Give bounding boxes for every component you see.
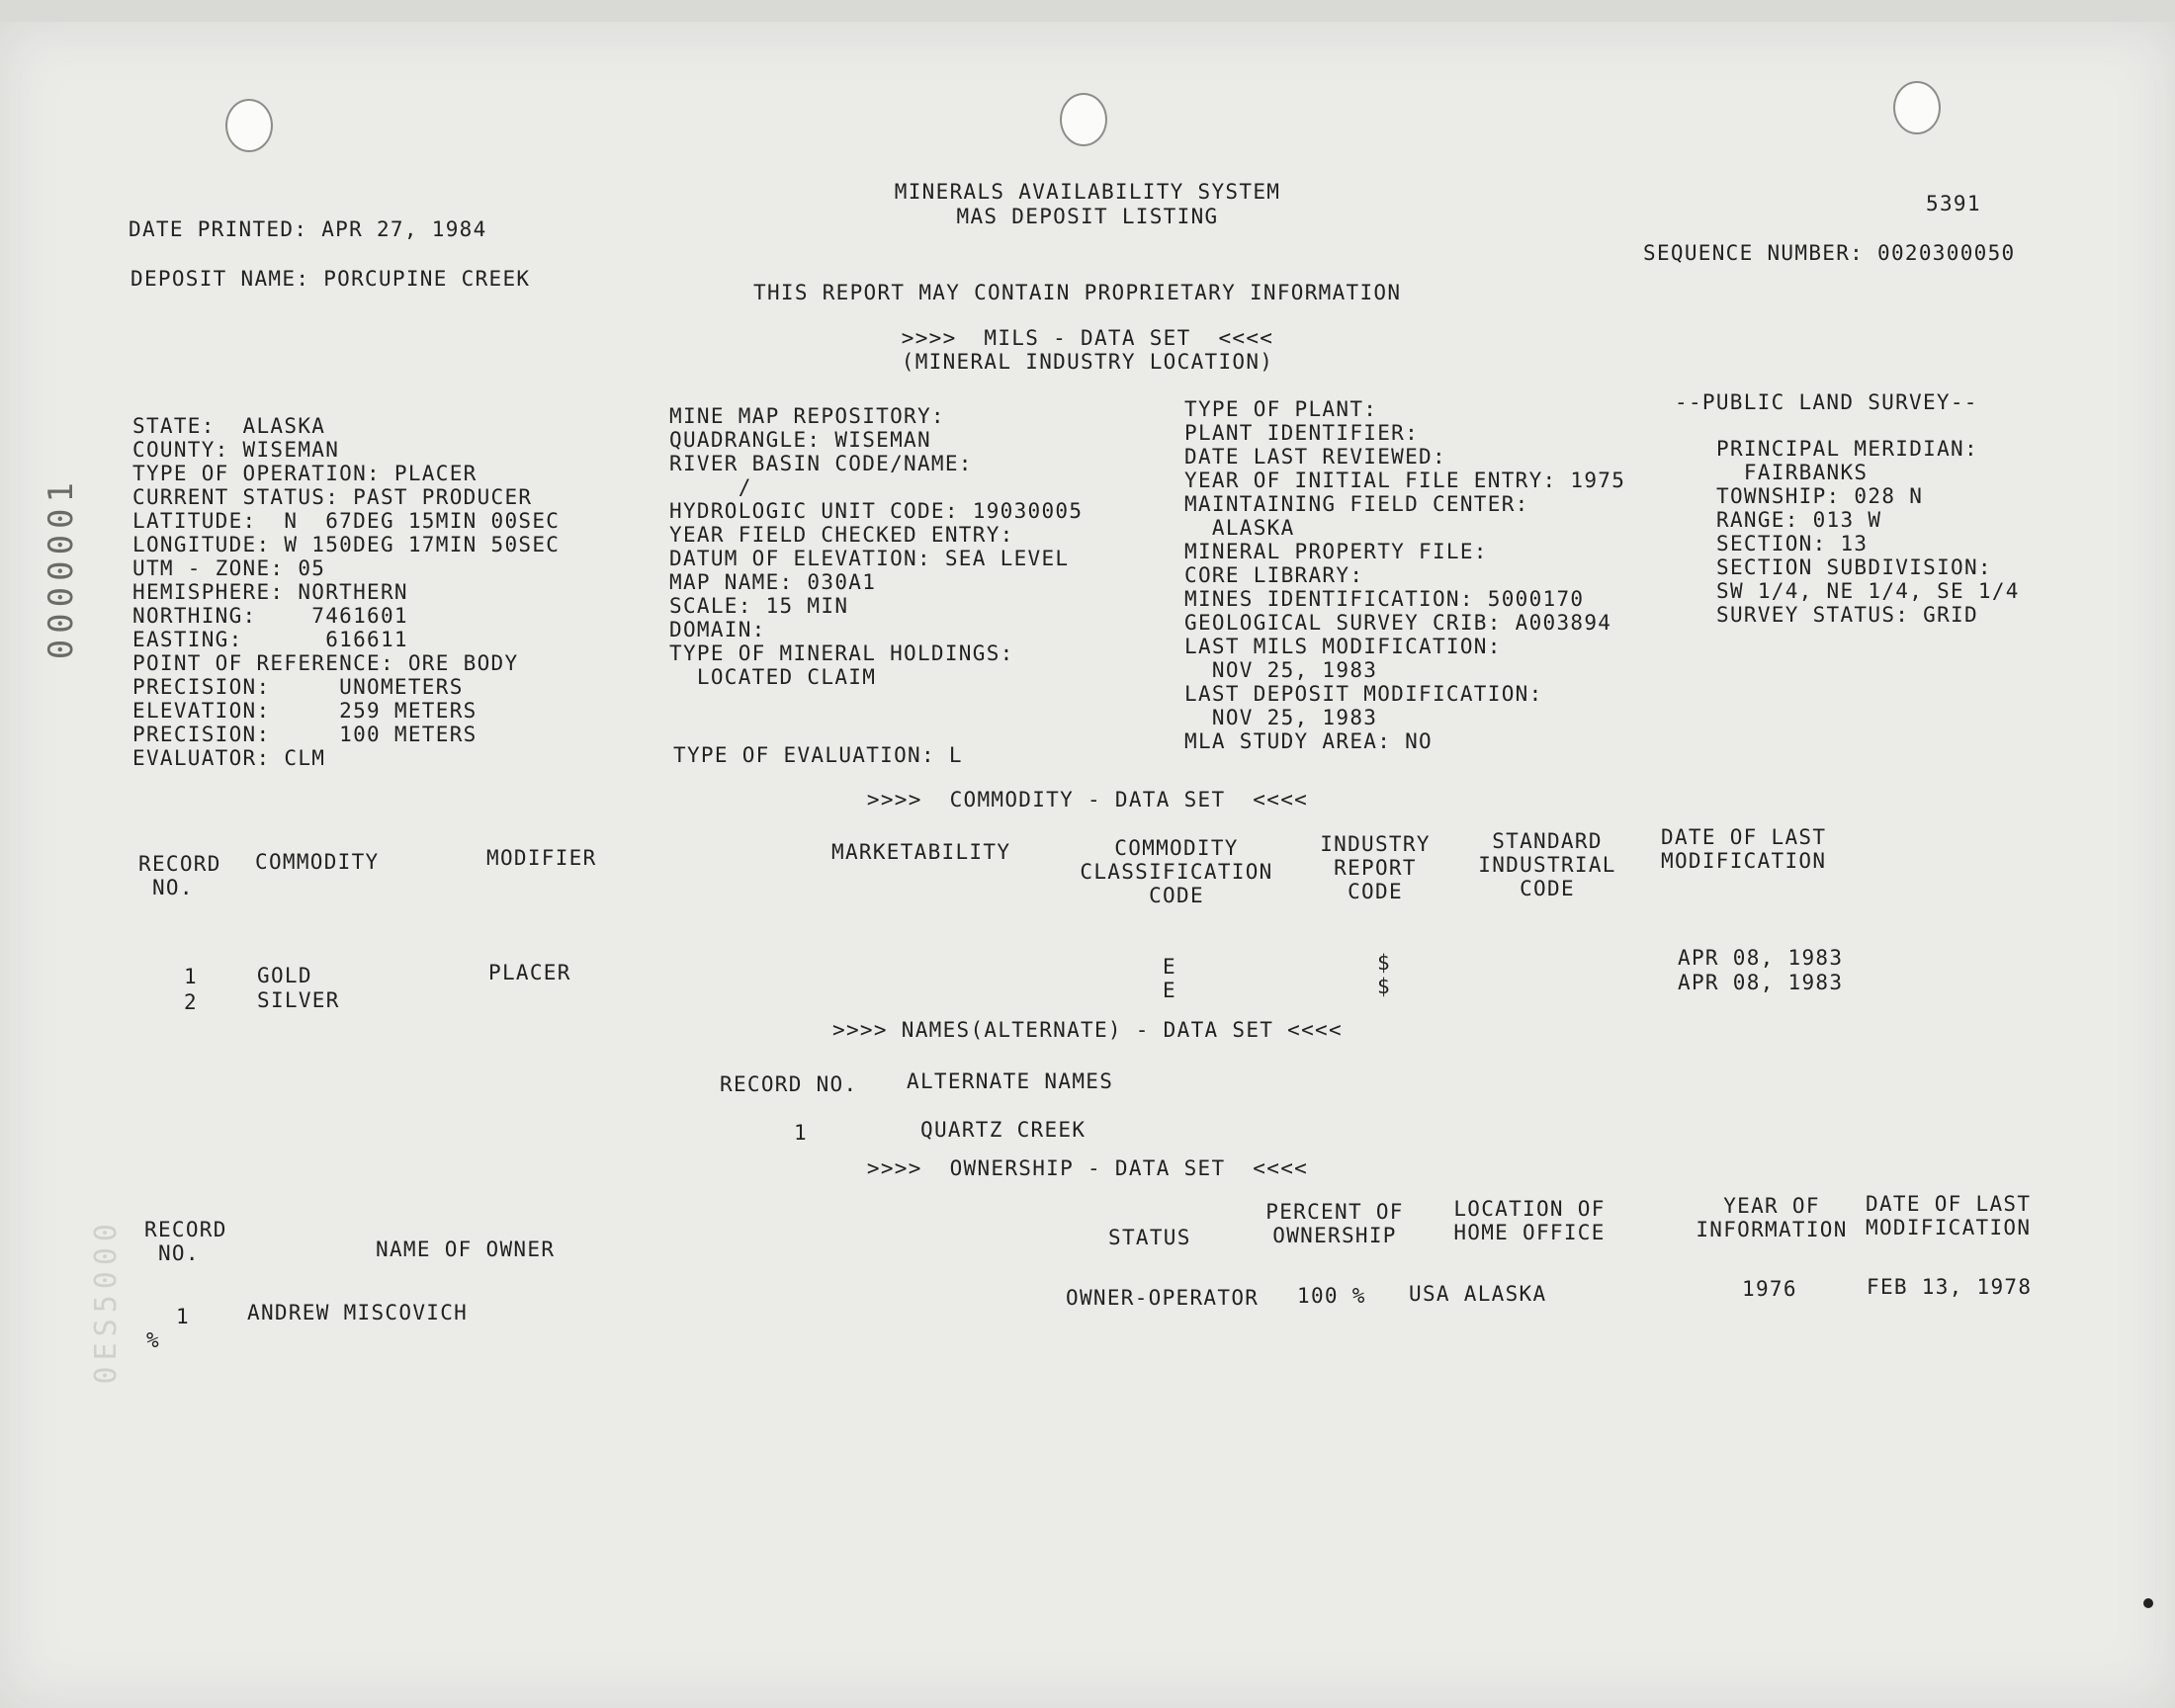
alternate-name: QUARTZ CREEK bbox=[920, 1118, 1087, 1142]
punch-hole bbox=[1893, 81, 1941, 134]
commodity-record-no: 1 bbox=[184, 965, 198, 988]
type-of-evaluation: TYPE OF EVALUATION: L bbox=[673, 743, 963, 767]
names-record-no: 1 bbox=[794, 1121, 808, 1145]
commodity-header-classification: COMMODITY CLASSIFICATION CODE bbox=[1080, 836, 1273, 907]
home-office-location: USA ALASKA bbox=[1409, 1282, 1547, 1306]
commodity-industry-code: $ bbox=[1377, 975, 1391, 998]
names-header-record: RECORD NO. bbox=[720, 1072, 858, 1096]
commodity-header-marketability: MARKETABILITY bbox=[831, 840, 1011, 864]
mils-column-map: MINE MAP REPOSITORY: QUADRANGLE: WISEMAN RIVER BASIN CODE/NAME: / HYDROLOGIC UNIT CODE: 19030005 YEAR FIELD CHECKED ENTRY: DATUM OF ELEVATION: SEA LEVEL MAP NAME: 030A1 SCALE: 15 MIN DOMAIN: TYPE OF MINERAL HOLDINGS: LOCATED CLAIM bbox=[669, 404, 1084, 689]
faint-bleed-through: 0ES5000 bbox=[89, 1218, 124, 1385]
mils-column-survey: PRINCIPAL MERIDIAN: FAIRBANKS TOWNSHIP: 028 N RANGE: 013 W SECTION: 13 SECTION SUBDIVISION: SW 1/4, NE 1/4, SE 1/4 SURVEY STATUS: GRID bbox=[1716, 437, 2020, 627]
sequence-number: SEQUENCE NUMBER: 0020300050 bbox=[1643, 241, 2016, 265]
commodity-class-code: E bbox=[1163, 979, 1176, 1002]
commodity-section-title: >>>> COMMODITY - DATA SET <<<< bbox=[866, 788, 1309, 811]
ownership-footnote: % bbox=[146, 1328, 160, 1352]
system-title: MINERALS AVAILABILITY SYSTEM bbox=[894, 180, 1281, 204]
commodity-name: SILVER bbox=[257, 988, 340, 1012]
commodity-header-industry: INDUSTRY REPORT CODE bbox=[1320, 832, 1431, 903]
mils-column-plant: TYPE OF PLANT: PLANT IDENTIFIER: DATE LAST REVIEWED: YEAR OF INITIAL FILE ENTRY: 1975 MAINTAINING FIELD CENTER: ALASKA MINERAL PROPERTY FILE: CORE LIBRARY: MINES IDENTIFICATION: 5000170 GEOLOGICAL SURVEY CRIB: A003894 LAST MILS MODIFICATION: NOV 25, 1983 LAST DEPOSIT MODIFICATION: NOV 25, 1983 MLA STUDY AREA: NO bbox=[1184, 397, 1626, 753]
commodity-header-sic: STANDARD INDUSTRIAL CODE bbox=[1478, 829, 1616, 900]
ownership-status: OWNER-OPERATOR bbox=[1066, 1286, 1260, 1310]
commodity-header-record: RECORD NO. bbox=[138, 852, 221, 899]
commodity-record-no: 2 bbox=[184, 990, 198, 1014]
punch-hole bbox=[1060, 93, 1107, 146]
page-number: 5391 bbox=[1926, 192, 1981, 215]
punch-hole bbox=[225, 99, 273, 152]
mils-section-subtitle: (MINERAL INDUSTRY LOCATION) bbox=[901, 350, 1274, 374]
margin-stamp: 0000001 bbox=[42, 476, 81, 660]
mils-column-location: STATE: ALASKA COUNTY: WISEMAN TYPE OF OPERATION: PLACER CURRENT STATUS: PAST PRODUCER LATITUDE: N 67DEG 15MIN 00SEC LONGITUDE: W 150DEG 17MIN 50SEC UTM - ZONE: 05 HEMISPHERE: NORTHERN NORTHING: 7461601 EASTING: 616611 POINT OF REFERENCE: ORE BODY PRECISION: UNOMETERS ELEVATION: 259 METERS PRECISION: 100 METERS EVALUATOR: CLM bbox=[132, 414, 561, 770]
ownership-header-location: LOCATION OF HOME OFFICE bbox=[1453, 1197, 1606, 1244]
ownership-header-owner: NAME OF OWNER bbox=[376, 1238, 556, 1261]
ownership-record-no: 1 bbox=[176, 1305, 190, 1328]
commodity-industry-code: $ bbox=[1377, 951, 1391, 975]
listing-title: MAS DEPOSIT LISTING bbox=[956, 205, 1219, 228]
commodity-modifier: PLACER bbox=[488, 961, 571, 984]
ownership-header-status: STATUS bbox=[1108, 1226, 1191, 1249]
ownership-year: 1976 bbox=[1742, 1277, 1797, 1301]
ownership-date: FEB 13, 1978 bbox=[1867, 1275, 2033, 1299]
ownership-header-date: DATE OF LAST MODIFICATION bbox=[1866, 1192, 2032, 1239]
names-section-title: >>>> NAMES(ALTERNATE) - DATA SET <<<< bbox=[832, 1018, 1343, 1042]
page-mark bbox=[2143, 1598, 2153, 1608]
commodity-header-modifier: MODIFIER bbox=[486, 846, 597, 870]
ownership-header-record: RECORD NO. bbox=[144, 1218, 227, 1265]
ownership-percent: 100 % bbox=[1297, 1284, 1366, 1308]
deposit-name: DEPOSIT NAME: PORCUPINE CREEK bbox=[130, 267, 531, 291]
commodity-date: APR 08, 1983 bbox=[1678, 971, 1844, 994]
document-page bbox=[0, 22, 2175, 1708]
commodity-header-date: DATE OF LAST MODIFICATION bbox=[1661, 825, 1827, 873]
proprietary-notice: THIS REPORT MAY CONTAIN PROPRIETARY INFORMATION bbox=[753, 281, 1402, 304]
commodity-class-code: E bbox=[1163, 955, 1176, 979]
names-header-names: ALTERNATE NAMES bbox=[907, 1069, 1114, 1093]
commodity-name: GOLD bbox=[257, 964, 312, 987]
commodity-date: APR 08, 1983 bbox=[1678, 946, 1844, 970]
ownership-header-year: YEAR OF INFORMATION bbox=[1696, 1194, 1848, 1241]
ownership-header-percent: PERCENT OF OWNERSHIP bbox=[1265, 1200, 1404, 1247]
owner-name: ANDREW MISCOVICH bbox=[247, 1301, 469, 1324]
commodity-header-commodity: COMMODITY bbox=[255, 850, 380, 874]
mils-section-title: >>>> MILS - DATA SET <<<< bbox=[901, 326, 1274, 350]
public-land-survey-title: --PUBLIC LAND SURVEY-- bbox=[1675, 390, 1978, 414]
ownership-section-title: >>>> OWNERSHIP - DATA SET <<<< bbox=[866, 1156, 1309, 1180]
date-printed: DATE PRINTED: APR 27, 1984 bbox=[129, 217, 487, 241]
